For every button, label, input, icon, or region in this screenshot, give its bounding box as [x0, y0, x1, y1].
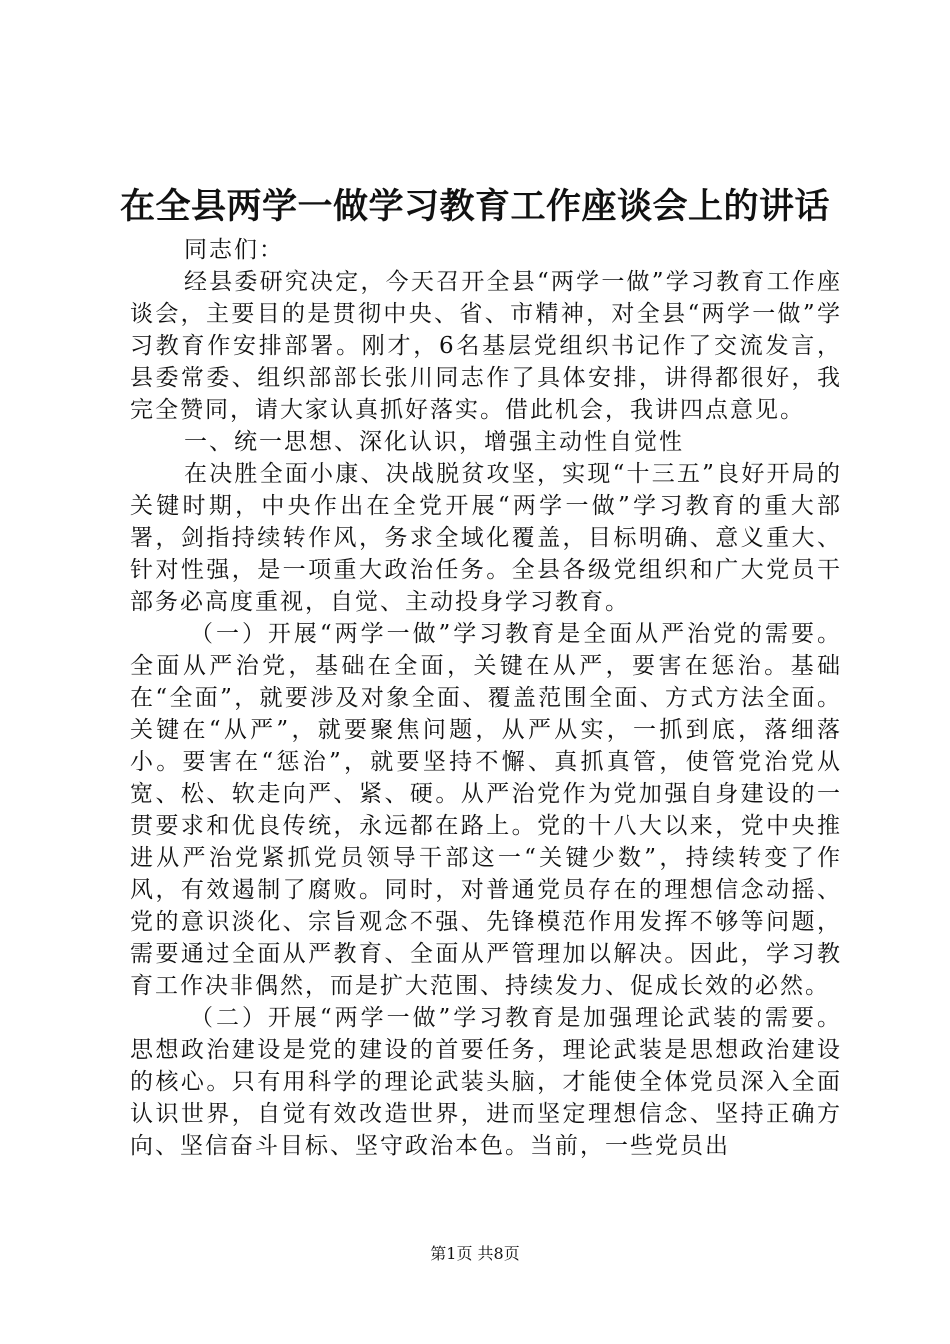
section-heading: 一、统一思想、深化认识，增强主动性自觉性 [184, 429, 684, 455]
body-paragraph: （二）开展“两学一做”学习教育是加强理论武装的需要。思想政治建设是党的建设的首要任务，理论武装是思想政治建设的核心。只有用科学的理论武装头脑，才能使全体党员深入全面认识世界，自觉有效改造世界，进而坚定理想信念、坚持正确方向、坚信奋斗目标、坚守政治本色。当前，一些党员出 [130, 1005, 842, 1159]
document-body [130, 234, 842, 1162]
salutation: 同志们： [184, 237, 284, 263]
body-paragraph: 在决胜全面小康、决战脱贫攻坚，实现“十三五”良好开局的关键时期，中央作出在全党开展“两学一做”学习教育的重大部署，剑指持续转作风，务求全域化覆盖，目标明确、意义重大、针对性强，是一项重大政治任务。全县各级党组织和广大党员干部务必高度重视，自觉、主动投身学习教育。 [130, 461, 842, 615]
document-title: 在全县两学一做学习教育工作座谈会上的讲话 [119, 186, 830, 227]
body-paragraph: 经县委研究决定，今天召开全县“两学一做”学习教育工作座谈会，主要目的是贯彻中央、省、市精神，对全县“两学一做”学习教育作安排部署。刚才，6名基层党组织书记作了交流发言，县委常委、组织部部长张川同志作了具体安排，讲得都很好，我完全赞同，请大家认真抓好落实。借此机会，我讲四点意见。 [130, 269, 842, 423]
body-paragraph: （一）开展“两学一做”学习教育是全面从严治党的需要。全面从严治党，基础在全面，关键在从严，要害在惩治。基础在“全面”，就要涉及对象全面、覆盖范围全面、方式方法全面。关键在“从严”，就要聚焦问题，从严从实，一抓到底，落细落小。要害在“惩治”，就要坚持不懈、真抓真管，使管党治党从宽、松、软走向严、紧、硬。从严治党作为党加强自身建设的一贯要求和优良传统，永远都在路上。党的十八大以来，党中央推进从严治党紧抓党员领导干部这一“关键少数”，持续转变了作风，有效遏制了腐败。同时，对普通党员存在的理想信念动摇、党的意识淡化、宗旨观念不强、先锋模范作用发挥不够等问题，需要通过全面从严教育、全面从严管理加以解决。因此，学习教育工作决非偶然，而是扩大范围、持续发力、促成长效的必然。 [130, 621, 842, 999]
page-footer: 第1页 共8页 [430, 1244, 520, 1263]
